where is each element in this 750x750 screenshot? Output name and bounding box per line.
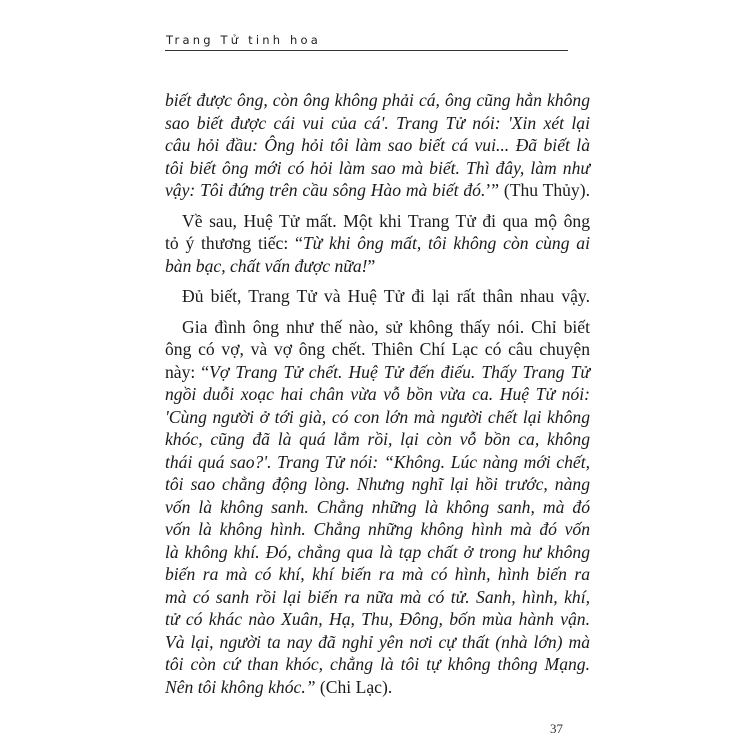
text-segment: Gia đình ông như thế nào, sử không thấy nói. Chỉ biết [182,316,590,337]
paragraph [165,285,590,308]
text-line [165,285,590,308]
italic-text-segment: câu hỏi đầu: Ông hỏi tôi làm sao biết cá vui... Đã biết là [165,135,590,155]
text-segment: này: “ [165,361,210,382]
text-segment: Đủ biết, Trang Tử và Huệ Tử đi lại rất thân nhau vậy. [182,286,590,306]
italic-text-segment: biến ra mà có khí, khí biến ra mà có hình, hình biến ra [165,564,590,584]
text-line [165,210,590,233]
text-line [165,586,590,609]
italic-text-segment: sao biết được cái vui của cá'. Trang Tử nói: 'Xin xét lại [165,112,590,133]
paragraph [165,210,590,278]
text-segment: tỏ ý thương tiếc: “ [165,233,303,253]
italic-text-segment: tử có khác nào Xuân, Hạ, Thu, Đông, bốn mùa hành vận. [165,609,590,629]
italic-text-segment: mà có sanh rồi lại biến ra nữa mà có tử. Sanh, hình, khí, [165,586,590,607]
text-line [165,134,590,157]
text-segment: ” [367,255,376,276]
text-line [165,89,590,112]
text-line [165,112,590,135]
page-number: 37 [550,721,563,736]
italic-text-segment: tôi sao chẳng động lòng. Nhưng nghĩ lại hồi trước, nàng [165,474,590,494]
paragraph [165,316,590,699]
italic-text-segment: thái quá sao?'. Trang Tử nói: “Không. Lúc nàng mới chết, [165,451,590,472]
text-line [165,316,590,339]
text-line [165,157,590,180]
italic-text-segment: vốn là không sanh. Chẳng những là không sanh, mà đó [165,496,590,517]
text-line [165,428,590,451]
italic-text-segment: tôi biết ông mới có hỏi làm sao mà biết. Thì đây, làm như [165,157,590,178]
italic-text-segment: tôi còn cứ than khóc, chẳng là tôi tự không thông Mạng. [165,654,590,674]
text-line [165,541,590,564]
text-line [165,473,590,496]
text-line [165,383,590,406]
text-line [165,255,590,278]
text-segment: ’” (Thu Thủy). [485,180,590,200]
italic-text-segment: là không khí. Đó, chẳng qua là tạp chất ở trong hư không [165,541,590,562]
italic-text-segment: khóc, cũng đã là quá lắm rồi, lại còn vỗ bồn ca, không [165,429,590,449]
italic-text-segment: bàn bạc, chất vấn được nữa! [165,255,368,276]
text-segment: ông có vợ, và vợ ông chết. Thiên Chí Lạc có câu chuyện [165,339,590,359]
text-line [165,406,590,429]
text-line [165,563,590,586]
text-line [165,232,590,255]
text-line [165,518,590,541]
italic-text-segment: ngồi duỗi xoạc hai chân vừa vỗ bồn vừa ca. Huệ Tử nói: [165,384,590,404]
text-segment: (Chi Lạc). [315,676,393,697]
italic-text-segment: Từ khi ông mất, tôi không còn cùng ai [302,233,590,253]
text-line [165,608,590,631]
text-line [165,361,590,384]
text-line [165,496,590,519]
paragraph [165,89,590,202]
header-rule [165,50,568,51]
italic-text-segment: Vợ Trang Tử chết. Huệ Tử đến điếu. Thấy Trang Tử [209,361,590,382]
text-line [165,451,590,474]
text-line [165,338,590,361]
running-head-title: Trang Tử tinh hoa [166,33,322,47]
text-line [165,676,590,699]
italic-text-segment: Nên tôi không khóc.” [165,676,316,697]
italic-text-segment: vốn là không hình. Chẳng những không hình mà đó vốn [165,519,590,539]
italic-text-segment: Và lại, người ta nay đã nghỉ yên nơi cự thất (nhà lớn) mà [165,631,590,652]
text-line [165,179,590,202]
page-body-text [165,89,590,706]
italic-text-segment: biết được ông, còn ông không phải cá, ông cũng hẳn không [165,90,590,110]
italic-text-segment: 'Cùng người ở tới già, có con lớn mà người chết lại không [165,406,590,427]
text-line [165,631,590,654]
text-segment: Về sau, Huệ Tử mất. Một khi Trang Tử đi qua mộ ông [182,210,590,231]
text-line [165,653,590,676]
italic-text-segment: vậy: Tôi đứng trên cầu sông Hào mà biết đó. [165,180,486,200]
